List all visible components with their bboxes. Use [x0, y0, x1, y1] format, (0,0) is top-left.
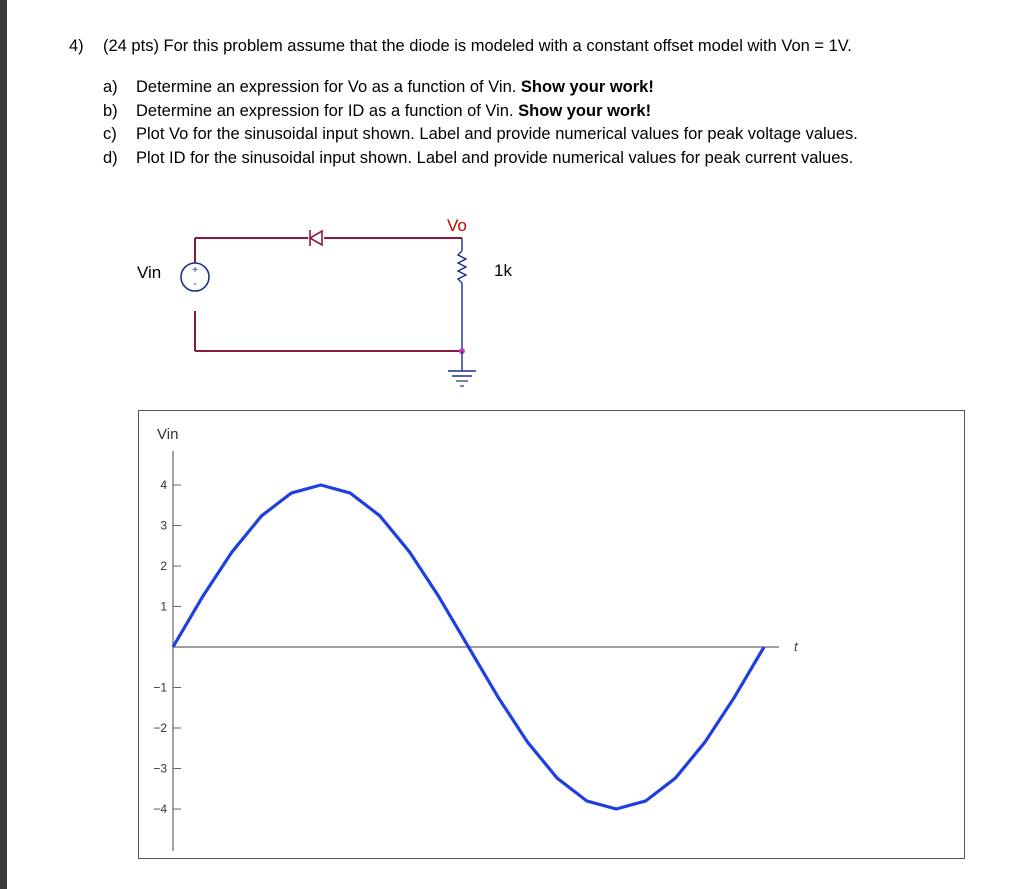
y-tick-label: 2: [160, 559, 167, 573]
y-tick-label: 4: [160, 478, 167, 492]
part-emphasis: Show your work!: [520, 78, 654, 96]
part-text: Determine an expression for Vo as a function of Vin.: [136, 78, 521, 96]
problem-statement: [69, 37, 852, 56]
input-waveform-plot: [138, 410, 965, 859]
ground-symbol: [448, 351, 476, 386]
source-label: Vin: [137, 263, 162, 282]
y-tick-label: −3: [153, 761, 167, 776]
part-letter: a): [103, 78, 118, 96]
part-emphasis: Show your work!: [518, 101, 652, 120]
source-plus-label: +: [192, 265, 198, 276]
part-text: Determine an expression for ID as a function of Vin.: [136, 101, 519, 120]
part-b: [103, 102, 858, 126]
part-letter: b): [103, 101, 118, 120]
diode-symbol: [310, 230, 322, 246]
part-c: [103, 125, 858, 149]
circuit-diagram: [130, 205, 550, 395]
y-tick-label: −1: [153, 680, 167, 695]
part-text: Plot Vo for the sinusoidal input shown. Label and provide numerical values for peak voltage values.: [136, 125, 858, 143]
y-tick-label: −4: [153, 802, 167, 816]
input-waveform-svg: [139, 411, 965, 859]
part-letter: c): [103, 125, 117, 143]
problem-number: 4): [69, 37, 84, 55]
y-axis-label: Vin: [157, 426, 179, 443]
part-a: [103, 78, 858, 102]
voltage-source-symbol: [181, 263, 209, 291]
page-left-border: [0, 0, 7, 889]
resistor-value-label: 1k: [494, 261, 512, 280]
part-d: [103, 149, 858, 173]
resistor-symbol: [458, 251, 466, 283]
y-tick-label: −2: [153, 721, 167, 735]
y-tick-label: 3: [160, 518, 167, 533]
source-minus-label: -: [193, 279, 197, 290]
part-text: Plot ID for the sinusoidal input shown. Label and provide numerical values for peak current values.: [136, 148, 854, 167]
part-letter: d): [103, 148, 118, 167]
y-tick-label: 1: [160, 599, 167, 614]
problem-text: (24 pts) For this problem assume that the diode is modeled with a constant offset model with Von = 1V.: [103, 37, 852, 55]
output-node-label: Vo: [447, 216, 467, 235]
x-axis-label: t: [794, 639, 798, 654]
problem-parts-list: [103, 78, 858, 172]
